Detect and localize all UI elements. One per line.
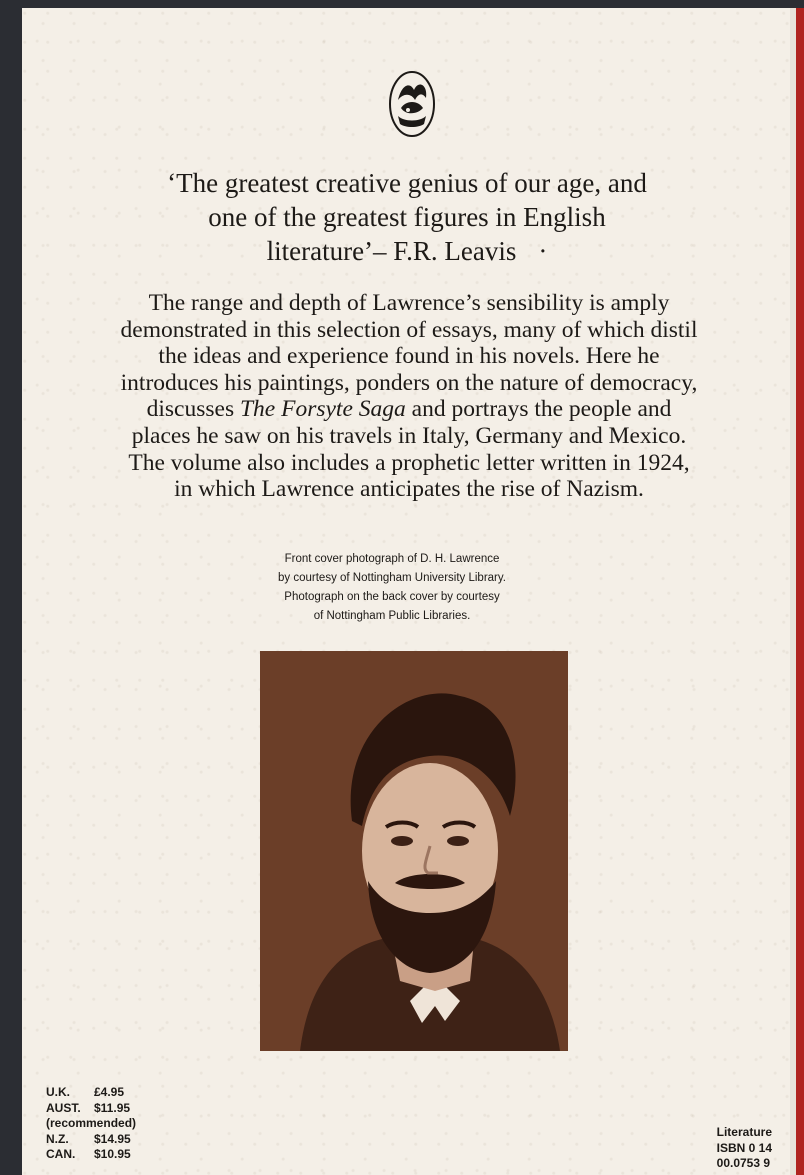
category-label: Literature xyxy=(716,1125,772,1139)
price-country: U.K. xyxy=(46,1085,70,1099)
price-value: $14.95 xyxy=(94,1131,131,1146)
credit-line-3: Photograph on the back cover by courtesy xyxy=(284,591,500,603)
price-value: $11.95 xyxy=(94,1100,131,1115)
quote-line-3: literature’– F.R. Leavis xyxy=(266,236,517,266)
credit-line-2: by courtesy of Nottingham University Library. xyxy=(278,572,506,584)
blurb-text-2: and portrays the people and places he saw on his travels in Italy, Germany and Mexico. The volume also includes a prophetic letter written in 1924, in which Lawrence anticipates the rise of Nazism. xyxy=(128,396,690,503)
isbn-line-2: 00.0753 9 xyxy=(716,1156,771,1170)
back-cover xyxy=(22,8,790,1175)
catalog-info xyxy=(717,1125,772,1172)
price-value: $10.95 xyxy=(94,1147,131,1161)
price-row xyxy=(46,1085,136,1101)
author-portrait-photo xyxy=(260,651,568,1051)
credit-line-1: Front cover photograph of D. H. Lawrence xyxy=(284,553,500,565)
photo-credits xyxy=(222,550,562,626)
price-row xyxy=(46,1116,136,1132)
spine-edge xyxy=(790,8,804,1175)
price-country: AUST. xyxy=(46,1100,81,1115)
quote-line-1: ‘The greatest creative genius of our age, and xyxy=(167,168,647,198)
price-value: £4.95 xyxy=(94,1085,125,1099)
book-blurb xyxy=(118,290,700,503)
credit-line-4: of Nottingham Public Libraries. xyxy=(313,610,471,622)
isbn-line-1: ISBN 0 14 xyxy=(716,1140,772,1155)
price-country: CAN. xyxy=(46,1147,76,1161)
quote-dot: · xyxy=(538,236,548,266)
blurb-italic-title: The Forsyte Saga xyxy=(239,396,406,423)
price-country: N.Z. xyxy=(46,1131,69,1146)
critic-quote xyxy=(122,166,692,268)
quote-line-2: one of the greatest figures in English xyxy=(208,202,606,232)
price-row xyxy=(46,1101,136,1117)
price-note: (recommended) xyxy=(46,1116,137,1130)
price-list xyxy=(46,1085,136,1163)
price-row xyxy=(46,1132,136,1148)
price-row xyxy=(46,1147,136,1163)
publisher-logo-icon xyxy=(388,70,436,138)
blurb-text-1: The range and depth of Lawrence’s sensibility is amply demonstrated in this selection of essays, many of which distil the ideas and experience found in his novels. Here he introduces his paintings, ponders on the nature of democracy, discusses xyxy=(120,290,698,423)
